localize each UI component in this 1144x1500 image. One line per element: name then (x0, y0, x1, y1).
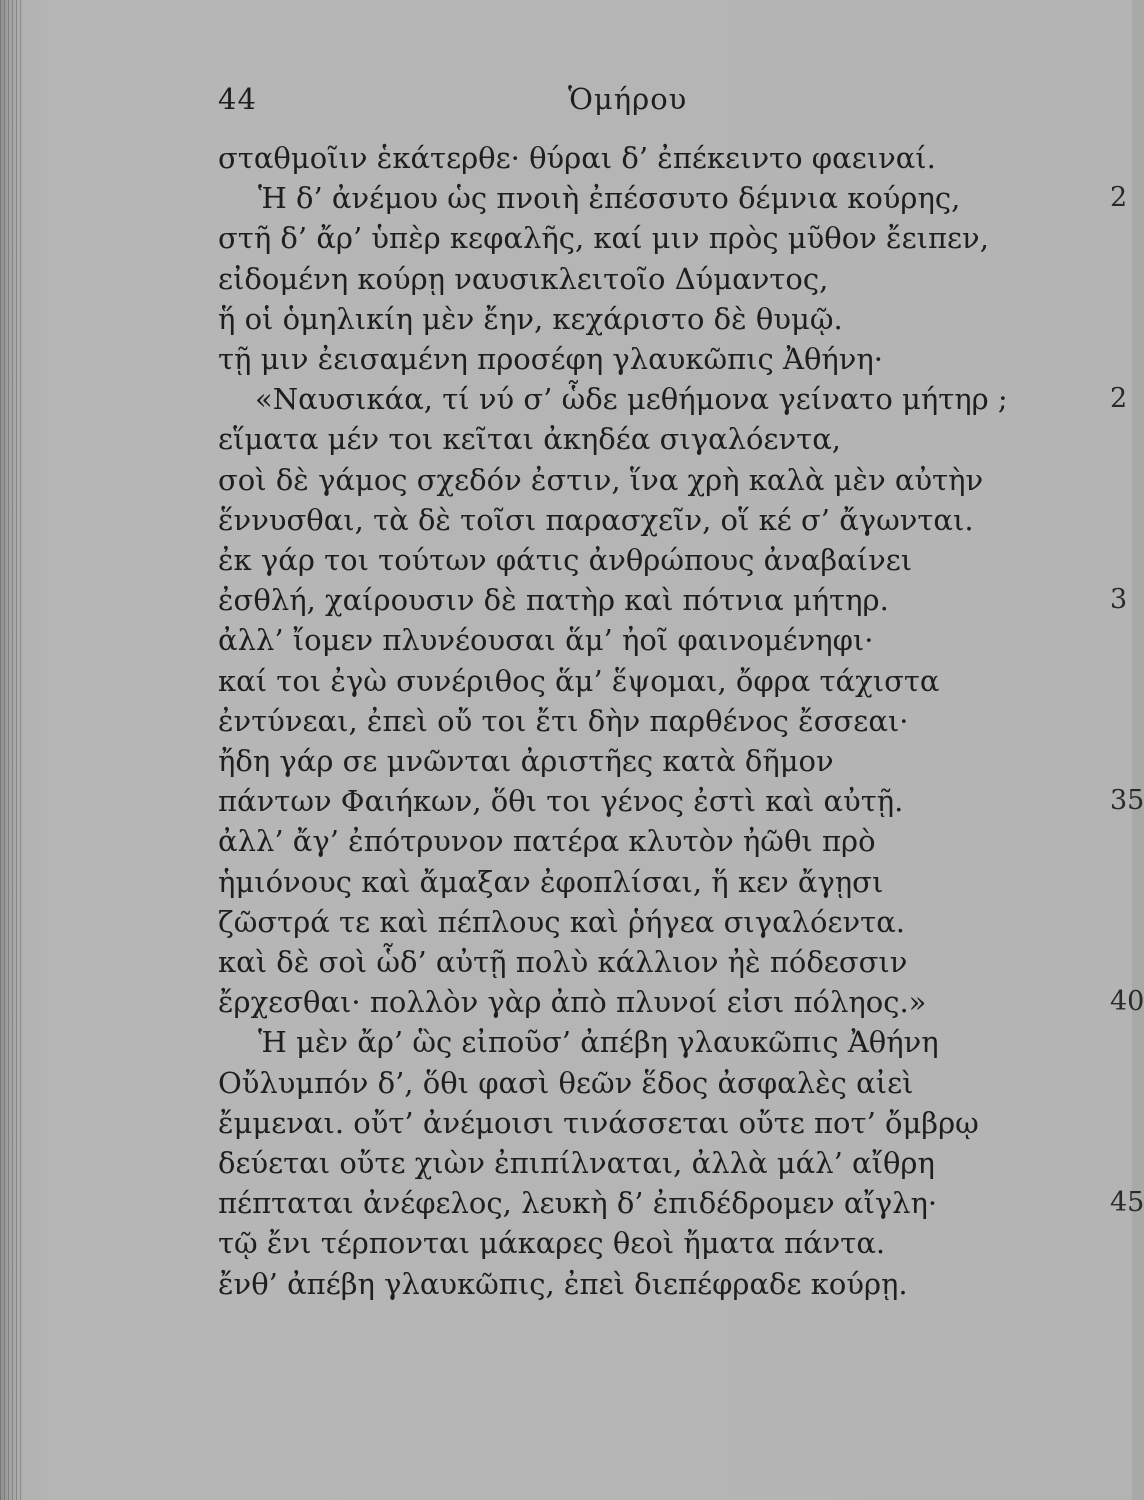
verse-line (0, 1022, 1132, 1062)
verse-line (0, 1223, 1132, 1263)
verse-text: καὶ δὲ σοὶ ὧδ’ αὐτῇ πολὺ κάλλιον ἠὲ πόδεσσιν (218, 945, 908, 979)
verse-line (0, 540, 1132, 580)
verse-text: πέπταται ἀνέφελος, λευκὴ δ’ ἐπιδέδρομεν αἴγλη· (218, 1186, 938, 1221)
verse-line (0, 178, 1132, 218)
verse-line (0, 460, 1132, 500)
verse-text: ἥ οἱ ὁμηλικίη μὲν ἔην, κεχάριστο δὲ θυμῷ. (218, 301, 843, 336)
verse-text: ἐντύνεαι, ἐπεὶ οὔ τοι ἔτι δὴν παρθένος ἔσσεαι· (218, 703, 909, 738)
line-number: 40 (1110, 986, 1144, 1018)
verse-line (0, 781, 1144, 821)
verse-line (0, 218, 1132, 258)
verse-text: Ἡ δ’ ἀνέμου ὡς πνοιὴ ἐπέσσυτο δέμνια κούρης, (258, 181, 961, 216)
verse-text: ἐσθλή, χαίρουσιν δὲ πατὴρ καὶ πότνια μήτηρ. (218, 583, 889, 618)
verse-text: ἀλλ’ ἴομεν πλυνέουσαι ἅμ’ ἠοῖ φαινομένηφι· (218, 623, 874, 658)
verse-line (0, 1143, 1132, 1183)
verse-text: τῷ ἔνι τέρπονται μάκαρες θεοὶ ἤματα πάντα. (218, 1226, 886, 1261)
verse-text: ἤδη γάρ σε μνῶνται ἀριστῆες κατὰ δῆμον (218, 744, 834, 778)
running-head (0, 78, 1132, 126)
verse-line (0, 1183, 1144, 1223)
verse-line (0, 259, 1132, 299)
verse-line (0, 1103, 1132, 1143)
verse-text: καί τοι ἐγὼ συνέριθος ἅμ’ ἕψομαι, ὄφρα τάχιστα (218, 663, 940, 698)
verse-line (0, 982, 1144, 1022)
verse-text: ἀλλ’ ἄγ’ ἐπότρυνον πατέρα κλυτὸν ἠῶθι πρὸ (218, 824, 876, 859)
verse-text: ἐκ γάρ τοι τούτων φάτις ἀνθρώπους ἀναβαίνει (218, 543, 913, 577)
verse-text: ἡμιόνους καὶ ἄμαξαν ἐφοπλίσαι, ἥ κεν ἄγῃσι (218, 864, 884, 899)
verse-text: τῇ μιν ἐεισαμένη προσέφη γλαυκῶπις Ἀθήνη· (218, 342, 884, 376)
verse-line (0, 299, 1132, 339)
verse-text: εἵματα μέν τοι κεῖται ἀκηδέα σιγαλόεντα, (218, 422, 842, 457)
verse-text: «Ναυσικάα, τί νύ σ’ ὧδε μεθήμονα γείνατο μήτηρ ; (255, 382, 1008, 417)
verse-line (0, 902, 1132, 942)
verse-line (0, 138, 1132, 178)
line-number: 3 (1110, 584, 1128, 616)
verse-text: Οὔλυμπόν δ’, ὅθι φασὶ θεῶν ἕδος ἀσφαλὲς αἰεὶ (218, 1065, 914, 1100)
verse-text: ἕννυσθαι, τὰ δὲ τοῖσι παρασχεῖν, οἵ κέ σ’ ἄγωνται. (218, 502, 974, 537)
verse-text: εἰδομένη κούρῃ ναυσικλειτοῖο Δύμαντος, (218, 261, 829, 296)
verse-text: πάντων Φαιήκων, ὅθι τοι γένος ἐστὶ καὶ αὐτῇ. (218, 784, 904, 819)
verse-line (0, 661, 1132, 701)
verse-text: ἔρχεσθαι· πολλὸν γὰρ ἀπὸ πλυνοί εἰσι πόληος.» (218, 985, 927, 1020)
verse-text: ζῶστρά τε καὶ πέπλους καὶ ῥήγεα σιγαλόεντα. (218, 904, 906, 939)
line-number: 2 (1110, 182, 1128, 214)
verse-line (0, 620, 1132, 660)
line-number: 45 (1110, 1187, 1144, 1219)
verse-line (0, 580, 1132, 620)
verse-line (0, 379, 1132, 419)
verse-text: σταθμοῖιν ἑκάτερθε· θύραι δ’ ἐπέκειντο φαειναί. (218, 141, 936, 175)
page-number: 44 (218, 82, 257, 116)
verse-line (0, 1063, 1132, 1103)
running-title: Ὁμήρου (568, 82, 688, 116)
verse-line (0, 1264, 1132, 1304)
line-number: 2 (1110, 383, 1128, 415)
line-number: 35 (1110, 785, 1144, 817)
verse-text: σοὶ δὲ γάμος σχεδόν ἐστιν, ἵνα χρὴ καλὰ μὲν αὐτὴν (218, 462, 984, 497)
verse-text: ἔμμεναι. οὔτ’ ἀνέμοισι τινάσσεται οὔτε ποτ’ ὄμβρῳ (218, 1105, 979, 1140)
verse-line (0, 339, 1132, 379)
verse-text: ἔνθ’ ἀπέβη γλαυκῶπις, ἐπεὶ διεπέφραδε κούρῃ. (218, 1266, 908, 1301)
verse-line (0, 500, 1132, 540)
verse-line (0, 862, 1132, 902)
verse-text: δεύεται οὔτε χιὼν ἐπιπίλναται, ἀλλὰ μάλ’ αἴθρη (218, 1146, 935, 1180)
verse-text: στῆ δ’ ἄρ’ ὑπὲρ κεφαλῆς, καί μιν πρὸς μῦθον ἔειπεν, (218, 221, 989, 256)
verse-line (0, 741, 1132, 781)
verse-line (0, 821, 1132, 861)
verse-line (0, 942, 1132, 982)
verse-line (0, 419, 1132, 459)
verse-text: Ἡ μὲν ἄρ’ ὣς εἰποῦσ’ ἀπέβη γλαυκῶπις Ἀθήνη (258, 1025, 939, 1060)
verse-line (0, 701, 1132, 741)
